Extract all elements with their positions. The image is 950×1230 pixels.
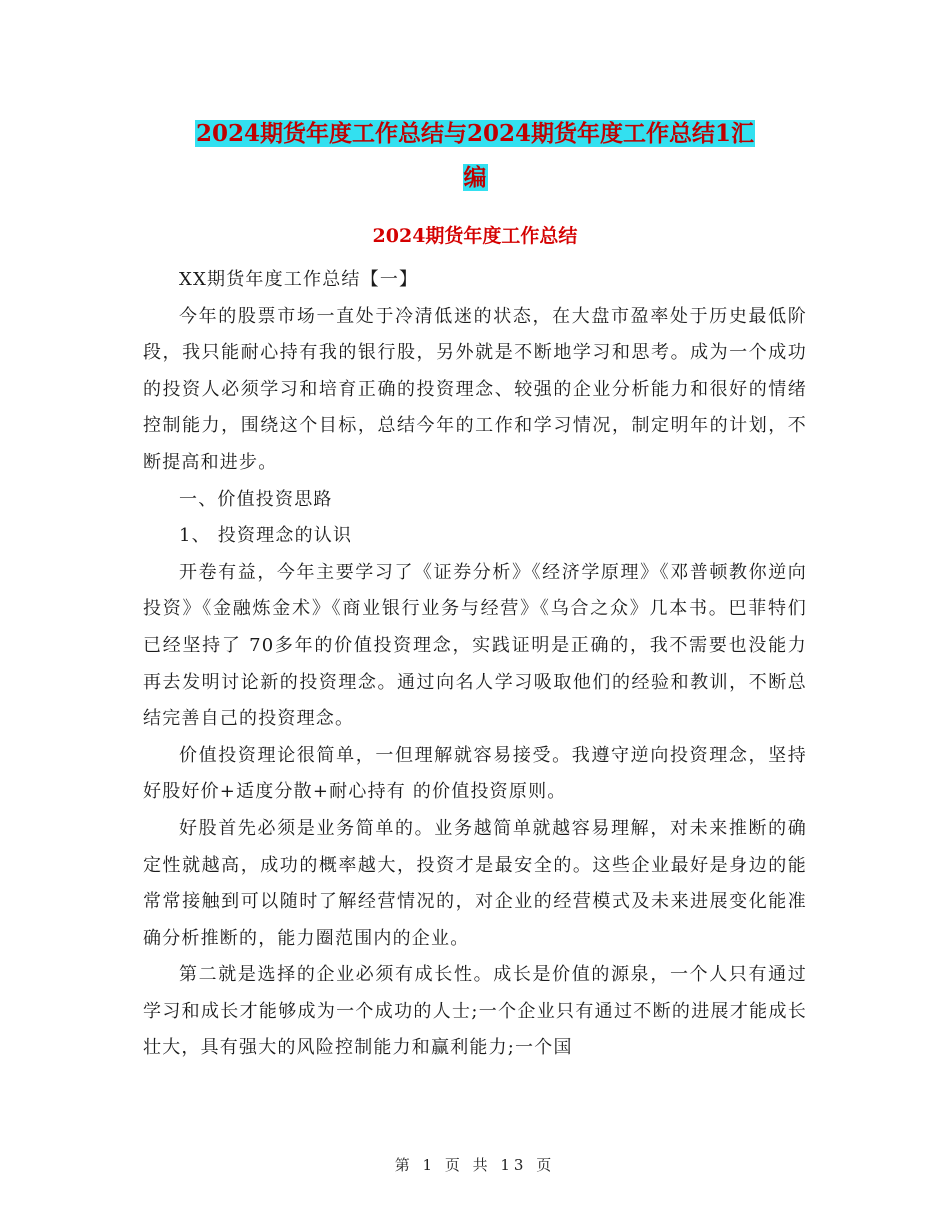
document-body — [143, 262, 807, 1067]
page-footer: 第 1 页 共 13 页 — [394, 1156, 556, 1174]
document-title — [140, 112, 810, 200]
paragraph-principle: 价值投资理论很简单，一但理解就容易接受。我遵守逆向投资理念，坚持 好股好价+适度分散+耐心持有 的价值投资原则。 — [143, 744, 807, 803]
document-title-line2: 编 — [463, 164, 487, 191]
paragraph-subheading: XX期货年度工作总结【一】 — [179, 269, 419, 290]
paragraph-simple-business: 好股首先必须是业务简单的。业务越简单就越容易理解，对未来推断的确定性就越高，成功的概率越大，投资才是最安全的。这些企业最好是身边的能常常接触到可以随时了解经营情况的，对企业的经营模式及未来进展变化能准确分析推断的，能力圈范围内的企业。 — [143, 817, 807, 949]
section-title: 2024期货年度工作总结 — [372, 225, 578, 247]
paragraph-heading-1-1: 1、 投资理念的认识 — [179, 525, 353, 547]
paragraph-reading: 开卷有益，今年主要学习了《证券分析》《经济学原理》《邓普顿教你逆向投资》《金融炼金术》《商业银行业务与经营》《乌合之众》几本书。巴菲特们已经坚持了 70多年的价值投资理念，实践证明是正确的，我不需要也没能力再去发明讨论新的投资理念。通过向名人学习吸取他们的经验和教训，不断总结完善自己的投资理念。 — [143, 561, 807, 730]
paragraph-heading-1: 一、价值投资思路 — [179, 488, 333, 510]
paragraph-growth: 第二就是选择的企业必须有成长性。成长是价值的源泉，一个人只有通过学习和成长才能够成为一个成功的人士;一个企业只有通过不断的进展才能成长壮大，具有强大的风险控制能力和赢利能力;一个国 — [143, 964, 807, 1059]
paragraph-intro: 今年的股票市场一直处于冷清低迷的状态，在大盘市盈率处于历史最低阶段，我只能耐心持有我的银行股，另外就是不断地学习和思考。成为一个成功的投资人必须学习和培育正确的投资理念、较强的企业分析能力和很好的情绪控制能力，围绕这个目标，总结今年的工作和学习情况，制定明年的计划，不断提高和进步。 — [143, 305, 807, 473]
document-title-line1: 2024期货年度工作总结与2024期货年度工作总结1汇 — [195, 120, 755, 147]
